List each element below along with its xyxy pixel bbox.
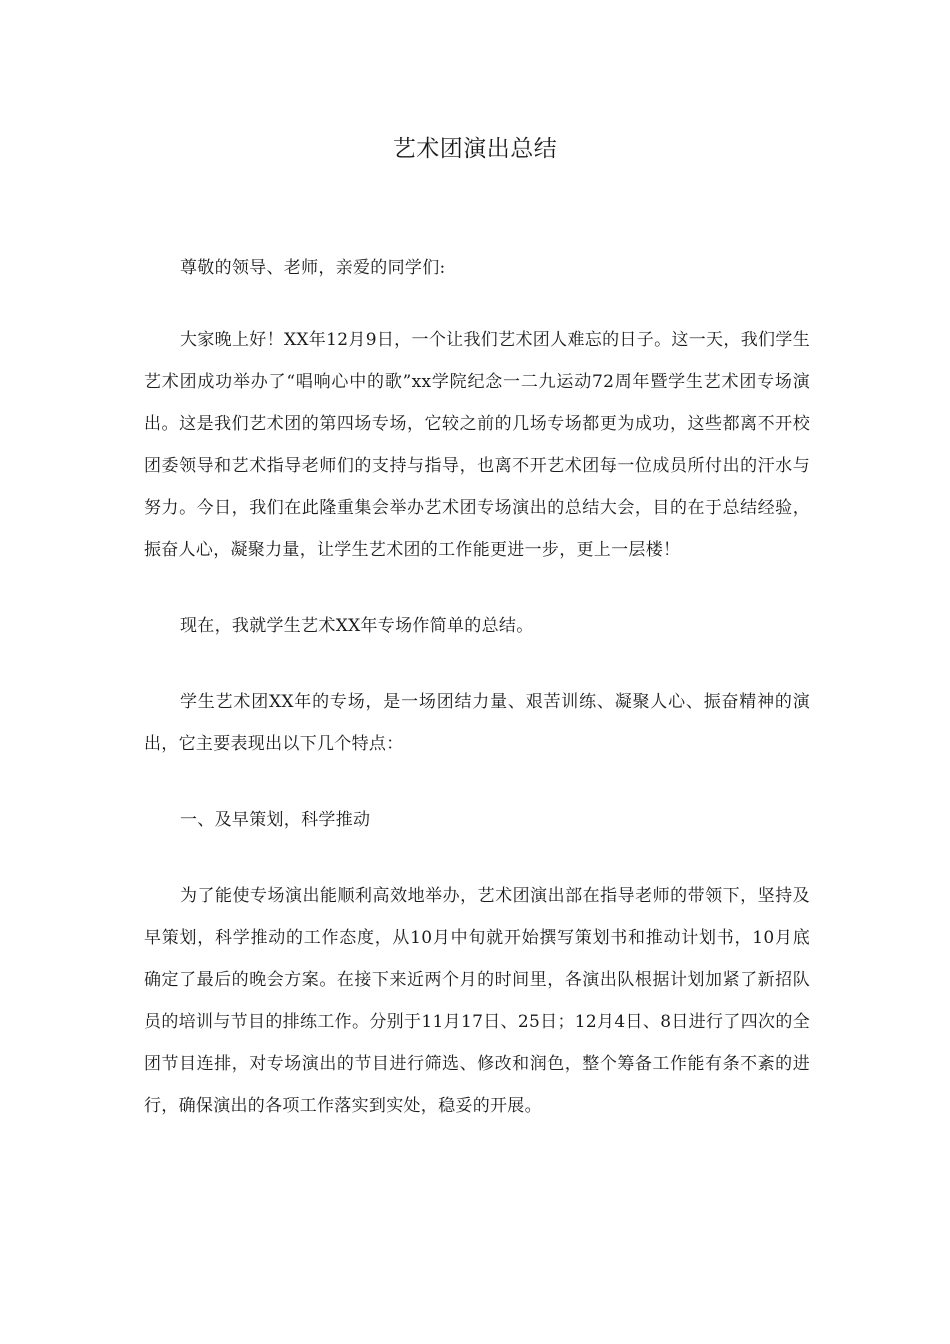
paragraph-opening: 大家晚上好！XX年12月9日，一个让我们艺术团人难忘的日子。这一天，我们学生艺术团成功举办了“唱响心中的歌”xx学院纪念一二九运动72周年暨学生艺术团专场演出。这是我们艺术团的第四场专场，它较之前的几场专场都更为成功，这些都离不开校团委领导和艺术指导老师们的支持与指导，也离不开艺术团每一位成员所付出的汗水与努力。今日，我们在此隆重集会举办艺术团专场演出的总结大会，目的在于总结经验，振奋人心，凝聚力量，让学生艺术团的工作能更进一步，更上一层楼！ bbox=[144, 330, 810, 560]
paragraph-features-intro: 学生艺术团XX年的专场，是一场团结力量、艰苦训练、凝聚人心、振奋精神的演出，它主要表现出以下几个特点： bbox=[144, 692, 810, 754]
paragraph-greeting: 尊敬的领导、老师，亲爱的同学们: bbox=[180, 258, 446, 278]
paragraph-section-1: 为了能使专场演出能顺利高效地举办，艺术团演出部在指导老师的带领下，坚持及早策划，科学推动的工作态度，从10月中旬就开始撰写策划书和推动计划书，10月底确定了最后的晚会方案。在接下来近两个月的时间里，各演出队根据计划加紧了新招队员的培训与节目的排练工作。分别于11月17日、25日；12月4日、8日进行了四次的全团节目连排，对专场演出的节目进行筛选、修改和润色，整个筹备工作能有条不紊的进行，确保演出的各项工作落实到实处，稳妥的开展。 bbox=[144, 886, 810, 1116]
paragraph-summary-intro: 现在，我就学生艺术XX年专场作简单的总结。 bbox=[180, 616, 534, 636]
section-heading-1: 一、及早策划，科学推动 bbox=[180, 810, 371, 830]
document-body bbox=[144, 247, 810, 1161]
document-title: 艺术团演出总结 bbox=[392, 136, 558, 162]
